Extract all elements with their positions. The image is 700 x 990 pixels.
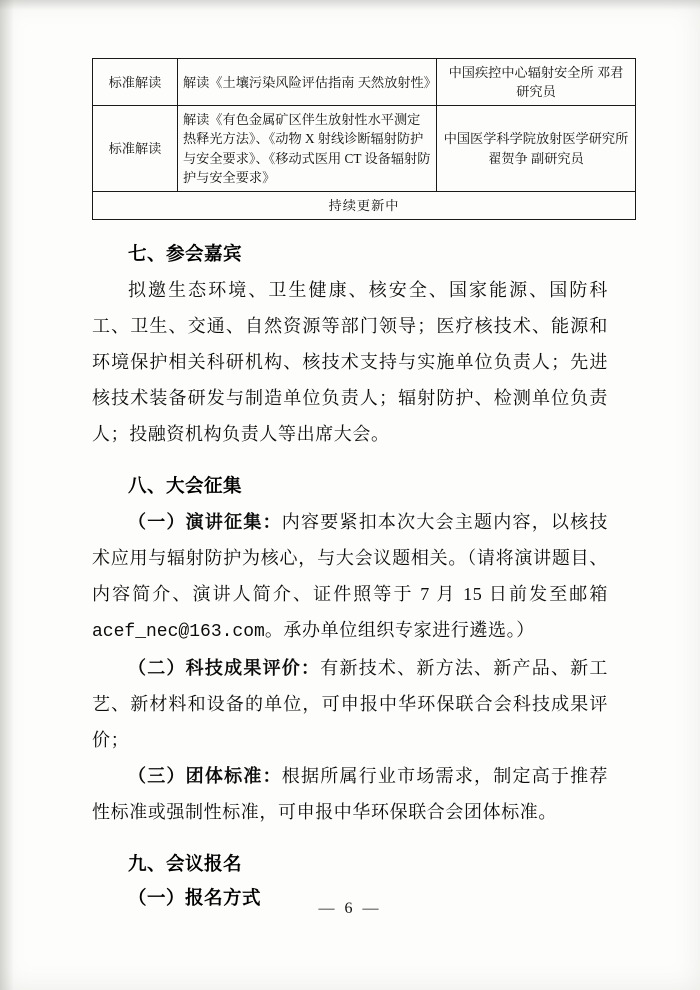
- table-row: [93, 59, 636, 106]
- page-content: [92, 58, 629, 916]
- subsection-heading-registration-method: （一）报名方式: [128, 886, 262, 908]
- paragraph-guests: 拟邀生态环境、卫生健康、核安全、国家能源、国防科工、卫生、交通、自然资源等部门领导；医疗核技术、能源和环境保护相关科研机构、核技术支持与实施单位负责人；先进核技术装备研发与制造单位负责人；辐射防护、检测单位负责人；投融资机构负责人等出席大会。: [92, 279, 608, 444]
- section-heading-guests: 七、参会嘉宾: [128, 242, 243, 264]
- table-cell-topic: 解读《土壤污染风险评估指南 天然放射性》: [178, 59, 437, 106]
- item-lead-speech: （一）演讲征集：: [128, 511, 282, 532]
- section-heading-registration: 九、会议报名: [128, 852, 243, 874]
- table-row: [93, 106, 636, 192]
- item-lead-evaluation: （二）科技成果评价：: [128, 657, 321, 678]
- contact-email: acef_nec@163.com: [92, 621, 265, 642]
- paragraph-tech-achievement-evaluation: [92, 650, 608, 758]
- table-cell-speaker: 中国疾控中心辐射安全所 邓君 研究员: [437, 59, 636, 106]
- table-cell-category: 标准解读: [93, 106, 178, 192]
- table-cell-topic: 解读《有色金属矿区伴生放射性水平测定 热释光方法》、《动物 X 射线诊断辐射防护与安全要求》、《移动式医用 CT 设备辐射防护与安全要求》: [178, 106, 437, 192]
- paragraph-speech-submission: [92, 504, 608, 650]
- section-heading-call-for-submissions: 八、大会征集: [128, 474, 243, 496]
- paragraph-group-standards: [92, 758, 608, 830]
- item-text-evaluation: 有新技术、新方法、新产品、新工艺、新材料和设备的单位，可申报中华环保联合会科技成果评价；: [92, 657, 608, 750]
- page-number: — 6 —: [318, 900, 382, 917]
- item-text-speech-before-email: 内容要紧扣本次大会主题内容，以核技术应用与辐射防护为核心，与大会议题相关。（请将演讲题目、内容简介、演讲人简介、证件照等于 7 月 15 日前发至邮箱: [92, 511, 608, 604]
- item-text-standards: 根据所属行业市场需求，制定高于推荐性标准或强制性标准，可申报中华环保联合会团体标准。: [92, 765, 608, 822]
- scan-edge-shadow-left: [0, 0, 14, 990]
- table-footer-note: 持续更新中: [93, 191, 636, 219]
- table-row-footer: [93, 191, 636, 219]
- table-cell-category: 标准解读: [93, 59, 178, 106]
- item-text-speech-after-email: 。承办单位组织专家进行遴选。）: [264, 619, 535, 640]
- table-cell-speaker: 中国医学科学院放射医学研究所 翟贺争 副研究员: [437, 106, 636, 192]
- scan-edge-shadow-top: [0, 0, 700, 10]
- item-lead-standards: （三）团体标准：: [128, 765, 282, 786]
- standards-interpretation-table: [92, 58, 636, 220]
